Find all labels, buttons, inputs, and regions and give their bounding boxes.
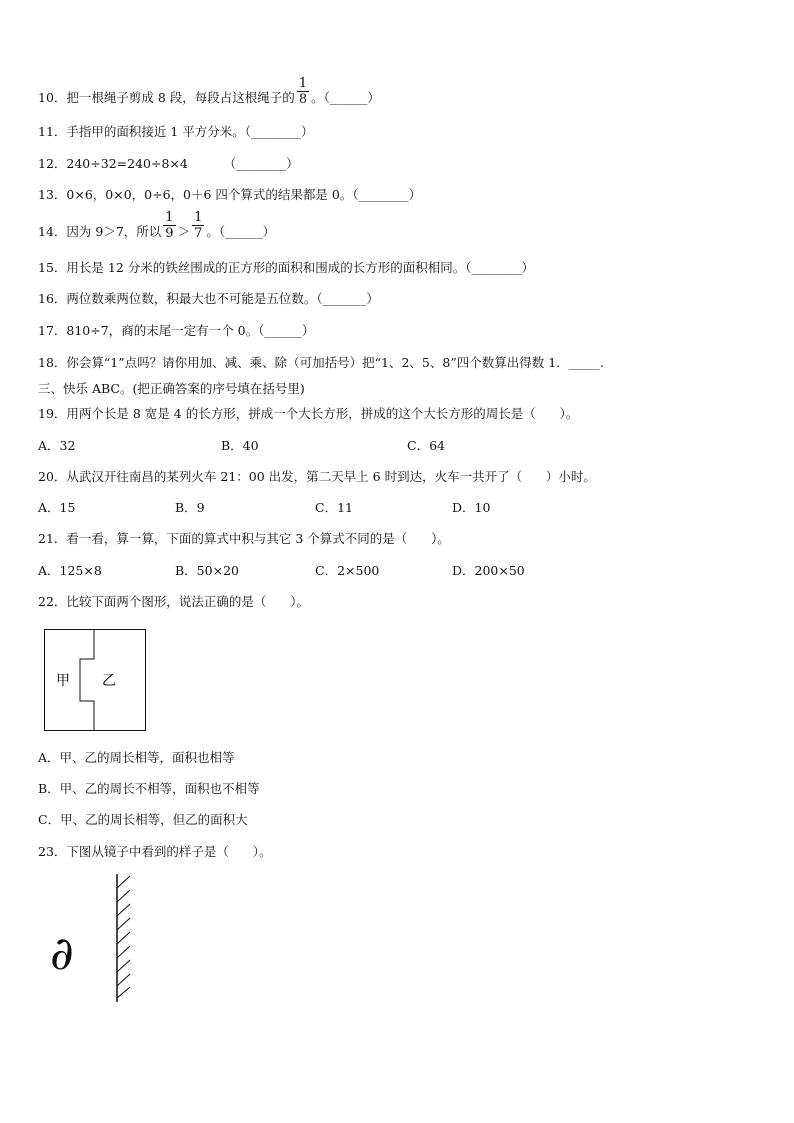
fraction-1-9: $\frac{1}{9}$: [165, 210, 174, 241]
mirror-figure: [40, 870, 150, 1005]
q20-option-d[interactable]: D．10: [452, 500, 491, 515]
letter-glyph: ∂: [50, 926, 74, 980]
question-17: 17．810÷7，商的末尾一定有一个 0。（______）: [38, 323, 315, 338]
question-15: 15．用长是 12 分米的铁丝围成的正方形的面积和围成的长方形的面积相同。（________）: [38, 260, 535, 275]
q22-option-b[interactable]: B．甲、乙的周长不相等，面积也不相等: [38, 781, 260, 796]
q21-option-c[interactable]: C．2×500: [315, 563, 380, 578]
q14-text: 14．因为 9＞7，所以: [38, 224, 162, 239]
question-20: 20．从武汉开往南昌的某列火车 21：00 出发，第二天早上 6 时到达，火车一共开了（ ）小时。: [38, 469, 596, 484]
question-23: 23．下图从镜子中看到的样子是（ ）。: [38, 844, 272, 859]
question-18: 18．你会算“1”点吗？请你用加、减、乘、除（可加括号）把“1、2、5、8”四个数算出得数 1．_____.: [38, 355, 604, 370]
question-19: 19．用两个长是 8 宽是 4 的长方形，拼成一个大长方形，拼成的这个大长方形的周长是（ ）。: [38, 406, 579, 421]
q19-option-c[interactable]: C．64: [407, 438, 445, 453]
q10-answer-blank[interactable]: 。（______）: [311, 90, 380, 105]
q20-option-c[interactable]: C．11: [315, 500, 353, 515]
q22-option-c[interactable]: C．甲、乙的周长相等，但乙的面积大: [38, 812, 248, 827]
question-11: 11．手指甲的面积接近 1 平方分米。（________）: [38, 124, 314, 139]
fraction-1-8: $\frac{1}{8}$: [298, 76, 308, 107]
q14-answer-blank[interactable]: 。（______）: [206, 224, 276, 239]
shapes-svg: [44, 629, 148, 733]
mirror-svg: [40, 870, 150, 1005]
mirror-hatching: [117, 876, 130, 998]
question-12: 12．240÷32=240÷8×4 （________）: [38, 156, 299, 171]
q19-option-a[interactable]: A．32: [38, 438, 76, 453]
question-14: [38, 210, 276, 241]
question-22: 22．比较下面两个图形，说法正确的是（ ）。: [38, 594, 309, 609]
q22-option-a[interactable]: A．甲、乙的周长相等，面积也相等: [38, 750, 235, 765]
label-yi: 乙: [102, 673, 116, 689]
question-13: 13．0×6，0×0，0÷6，0＋6 四个算式的结果都是 0。（________）: [38, 187, 422, 202]
q10-text: 10．把一根绳子剪成 8 段，每段占这根绳子的: [38, 90, 295, 105]
q19-option-b[interactable]: B．40: [221, 438, 259, 453]
question-21: 21．看一看，算一算，下面的算式中积与其它 3 个算式不同的是（ ）。: [38, 531, 450, 546]
q21-option-a[interactable]: A．125×8: [38, 563, 102, 578]
dividing-line: [80, 630, 94, 731]
shapes-figure: [44, 629, 148, 736]
question-16: 16．两位数乘两位数，积最大也不可能是五位数。（_______）: [38, 291, 379, 306]
fraction-1-7: $\frac{1}{7}$: [194, 210, 203, 241]
q21-option-b[interactable]: B．50×20: [175, 563, 239, 578]
q20-option-b[interactable]: B．9: [175, 500, 205, 515]
q20-option-a[interactable]: A．15: [38, 500, 76, 515]
section-heading: 三、快乐 ABC。(把正确答案的序号填在括号里): [38, 381, 305, 396]
question-10: [38, 76, 380, 107]
label-jia: 甲: [56, 673, 70, 689]
q21-option-d[interactable]: D．200×50: [452, 563, 525, 578]
greater-than-symbol: ＞: [177, 224, 191, 239]
